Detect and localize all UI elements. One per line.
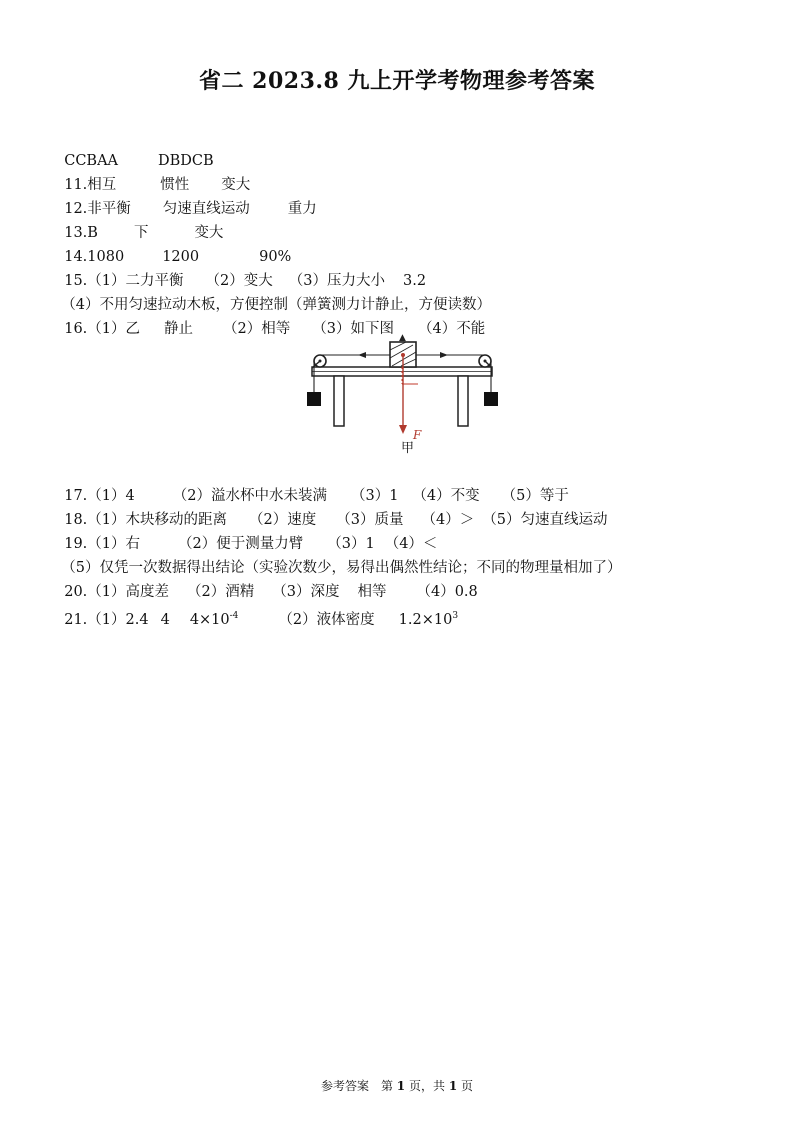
string-arrow-left	[358, 352, 366, 358]
answer-12-a: 12.非平衡	[64, 201, 131, 217]
answer-12-c: 重力	[287, 201, 317, 217]
answer-17-b: （2）溢水杯中水未装满	[172, 488, 327, 504]
answer-20-b: （2）酒精	[187, 584, 255, 600]
weight-left	[307, 392, 321, 406]
figure-caption: 甲	[401, 441, 415, 456]
weight-right	[484, 392, 498, 406]
answer-14-a: 14.1080	[64, 249, 125, 265]
answer-11-a: 11.相互	[64, 177, 117, 193]
answer-21-e-base: 1.2×10	[398, 612, 453, 628]
answer-19-d: （4）＜	[384, 536, 438, 552]
answer-16-a: 16.（1）乙	[64, 321, 141, 337]
answer-15-d: 3.2	[402, 273, 427, 289]
page-title: 省二 2023.8 九上开学考物理参考答案	[198, 68, 596, 94]
answer-19-a: 19.（1）右	[64, 536, 141, 552]
answer-21-c	[190, 612, 239, 628]
table-leg-left	[334, 376, 344, 426]
answer-14-c: 90%	[259, 249, 292, 265]
answer-21-d: （2）液体密度	[278, 612, 375, 628]
answer-14-b: 1200	[162, 249, 200, 265]
answer-16-c: （2）相等	[223, 321, 291, 337]
answer-19-c: （3）1	[327, 536, 375, 552]
answer-18-a: 18.（1）木块移动的距离	[64, 512, 228, 528]
answer-16-b: 静止	[164, 321, 194, 337]
answer-19-5: （5）仅凭一次数据得出结论（实验次数少，易得出偶然性结论；不同的物理量相加了）	[61, 560, 622, 576]
force-arrowhead	[399, 425, 407, 434]
answer-20-e: （4）0.8	[416, 584, 478, 600]
answer-13-c: 变大	[194, 225, 224, 241]
answer-21-b: 4	[160, 612, 170, 628]
footer-mid: 页，共	[408, 1079, 445, 1093]
choices-1-5: CCBAA	[64, 153, 119, 169]
answer-18-c: （3）质量	[336, 512, 404, 528]
answer-15-a: 15.（1）二力平衡	[64, 273, 184, 289]
answer-17-d: （4）不变	[412, 488, 480, 504]
answer-16-e: （4）不能	[417, 321, 486, 337]
answer-17-e: （5）等于	[501, 488, 569, 504]
answer-13-a: 13.B	[64, 225, 98, 241]
answer-11-c: 变大	[221, 177, 251, 193]
answer-21-e	[399, 612, 458, 628]
page-footer	[0, 1077, 794, 1094]
table-leg-right	[458, 376, 468, 426]
answer-15-4: （4）不用匀速拉动木板，方便控制（弹簧测力计静止，方便读数）	[61, 297, 491, 313]
answer-21-c-base: 4×10	[189, 612, 230, 628]
answer-19-b: （2）便于测量力臂	[178, 536, 304, 552]
pulley-diagram	[298, 328, 508, 460]
answer-17-c: （3）1	[350, 488, 399, 504]
answer-15-c: （3）压力大小	[288, 273, 385, 289]
answer-21-c-exp: -4	[229, 611, 239, 621]
choices-6-10: DBDCB	[158, 153, 214, 169]
answer-16-d: （3）如下图	[312, 321, 394, 337]
answer-12-b: 匀速直线运动	[162, 201, 250, 217]
string-arrow-right	[440, 352, 448, 358]
answer-20-d: 相等	[357, 584, 387, 600]
block-top-mark: ▲	[399, 333, 406, 343]
answer-17-a: 17.（1）4	[64, 488, 135, 504]
answer-21-e-exp: 3	[452, 611, 459, 621]
answer-18-b: （2）速度	[249, 512, 317, 528]
answer-13-b: 下	[133, 225, 149, 241]
answer-21-a: 21.（1）2.4	[64, 612, 149, 628]
footer-prefix: 参考答案 第	[320, 1079, 393, 1093]
force-label: F	[413, 428, 422, 442]
answer-line-21	[55, 586, 458, 630]
footer-total-pages: 1	[448, 1079, 458, 1093]
answer-20-c: （3）深度	[272, 584, 340, 600]
answer-18-d: （4）＞	[421, 512, 475, 528]
answer-20-a: 20.（1）高度差	[64, 584, 170, 600]
answer-11-b: 惯性	[160, 177, 190, 193]
answer-18-e: （5）匀速直线运动	[482, 512, 608, 528]
footer-page-number: 1	[396, 1079, 406, 1093]
answer-15-b: （2）变大	[205, 273, 273, 289]
footer-suffix: 页	[461, 1079, 474, 1093]
